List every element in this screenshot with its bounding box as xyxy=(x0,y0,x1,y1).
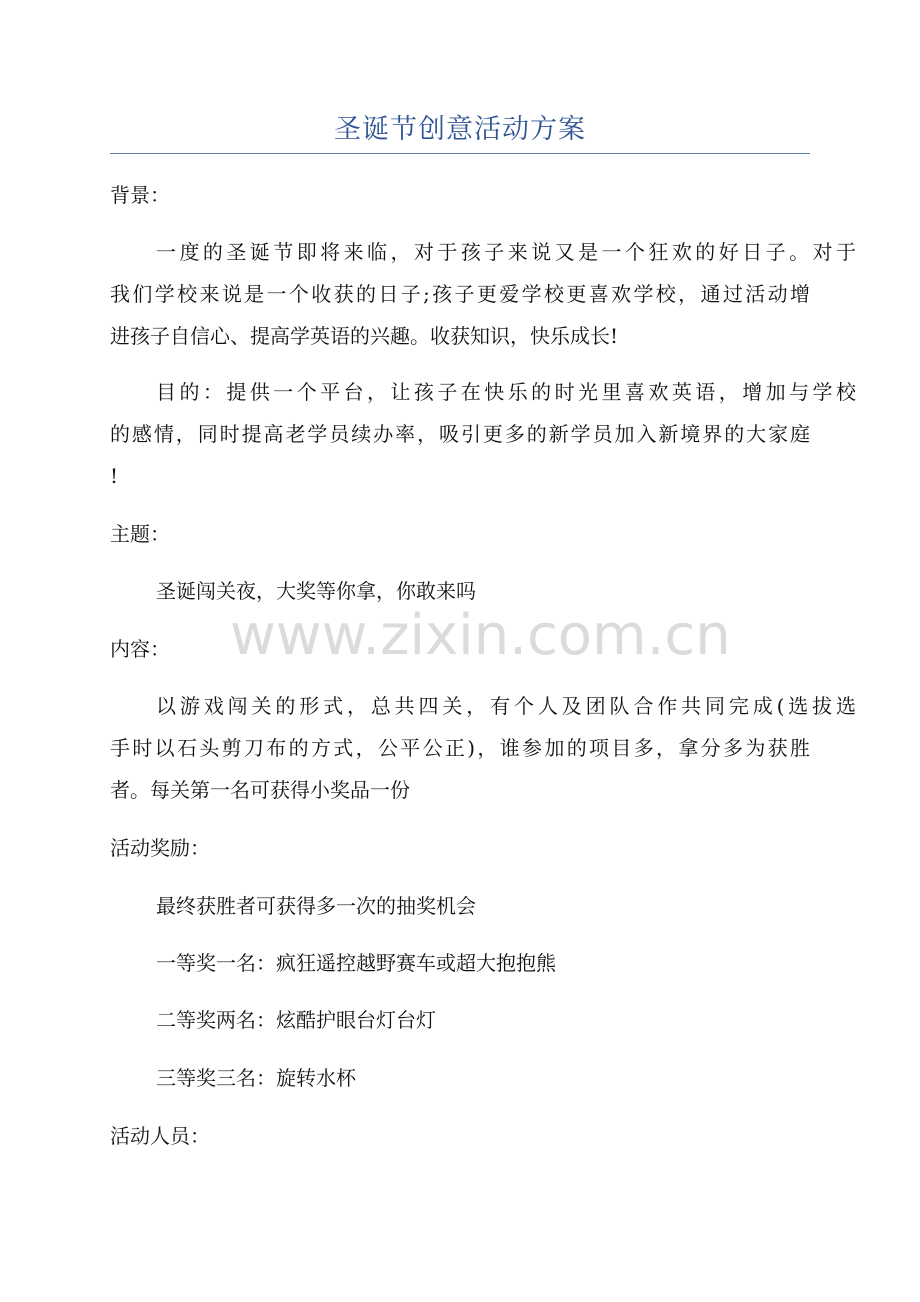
paragraph-line: 进孩子自信心、提高学英语的兴趣。收获知识，快乐成长! xyxy=(110,324,619,348)
paragraph-line: 一等奖一名：疯狂遥控越野赛车或超大抱抱熊 xyxy=(156,951,556,975)
paragraph-line: 目的：提供一个平台，让孩子在快乐的时光里喜欢英语，增加与学校 xyxy=(156,380,856,404)
paragraph-line: 三等奖三名：旋转水杯 xyxy=(156,1066,356,1090)
paragraph-line: 二等奖两名：炫酷护眼台灯台灯 xyxy=(156,1008,436,1032)
heading-content: 内容： xyxy=(110,637,170,661)
paragraph-line: 的感情，同时提高老学员续办率，吸引更多的新学员加入新境界的大家庭 xyxy=(110,422,810,446)
document-title: 圣诞节创意活动方案 xyxy=(334,114,586,145)
paragraph-line: 最终获胜者可获得多一次的抽奖机会 xyxy=(156,894,476,918)
heading-staff: 活动人员： xyxy=(110,1124,210,1148)
watermark: www.zixin.com.cn xyxy=(230,603,731,668)
paragraph-line: 者。每关第一名可获得小奖品一份 xyxy=(110,778,410,802)
paragraph-line: 以游戏闯关的形式，总共四关，有个人及团队合作共同完成(选拔选 xyxy=(156,694,856,718)
title-divider xyxy=(110,153,810,154)
paragraph-line: 圣诞闯关夜，大奖等你拿，你敢来吗 xyxy=(156,579,476,603)
paragraph-line: 我们学校来说是一个收获的日子;孩子更爱学校更喜欢学校，通过活动增 xyxy=(110,282,810,306)
paragraph-line: ! xyxy=(110,464,119,488)
heading-background: 背景： xyxy=(110,183,170,207)
heading-theme: 主题： xyxy=(110,522,170,546)
heading-rewards: 活动奖励： xyxy=(110,836,210,860)
paragraph-line: 手时以石头剪刀布的方式，公平公正)，谁参加的项目多，拿分多为获胜 xyxy=(110,736,810,760)
paragraph-line: 一度的圣诞节即将来临，对于孩子来说又是一个狂欢的好日子。对于 xyxy=(156,240,856,264)
